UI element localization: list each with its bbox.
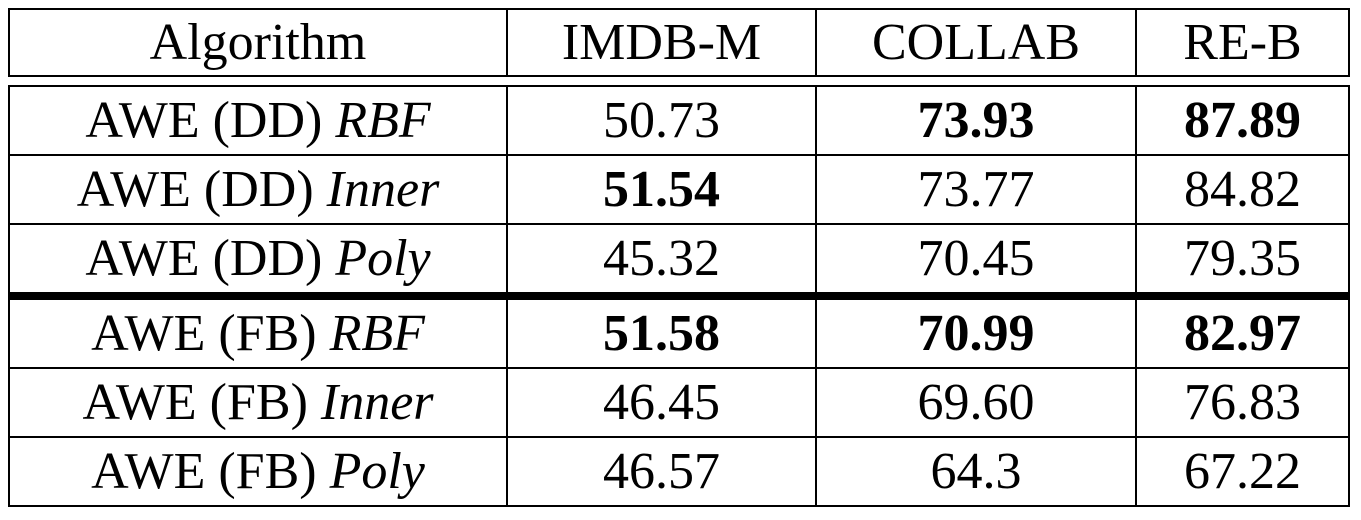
results-table <box>8 8 1350 507</box>
kernel-name: Inner <box>320 373 434 431</box>
algorithm-name: AWE (FB) <box>91 304 330 362</box>
table-row <box>9 296 1349 368</box>
algorithm-name: AWE (DD) <box>76 160 327 218</box>
imdb-m-value: 51.58 <box>507 296 816 368</box>
algorithm-cell <box>9 155 507 224</box>
header-gap <box>9 76 1349 86</box>
algorithm-cell <box>9 224 507 296</box>
re-b-value: 84.82 <box>1136 155 1349 224</box>
imdb-m-value: 51.54 <box>507 155 816 224</box>
table-row <box>9 155 1349 224</box>
table-row <box>9 368 1349 437</box>
kernel-name: Poly <box>335 229 431 287</box>
kernel-name: Inner <box>326 160 440 218</box>
re-b-value: 76.83 <box>1136 368 1349 437</box>
header-collab: COLLAB <box>816 9 1136 76</box>
algorithm-name: AWE (DD) <box>85 229 336 287</box>
algorithm-cell <box>9 296 507 368</box>
imdb-m-value: 45.32 <box>507 224 816 296</box>
table-row <box>9 437 1349 506</box>
algorithm-name: AWE (FB) <box>91 442 330 500</box>
collab-value: 70.99 <box>816 296 1136 368</box>
kernel-name: RBF <box>329 304 425 362</box>
collab-value: 69.60 <box>816 368 1136 437</box>
algorithm-name: AWE (DD) <box>85 91 336 149</box>
imdb-m-value: 50.73 <box>507 86 816 155</box>
algorithm-cell <box>9 368 507 437</box>
table-row <box>9 224 1349 296</box>
imdb-m-value: 46.57 <box>507 437 816 506</box>
algorithm-cell <box>9 86 507 155</box>
algorithm-name: AWE (FB) <box>82 373 321 431</box>
kernel-name: Poly <box>329 442 425 500</box>
results-table-container <box>8 8 1348 512</box>
header-imdb-m: IMDB-M <box>507 9 816 76</box>
re-b-value: 67.22 <box>1136 437 1349 506</box>
re-b-value: 79.35 <box>1136 224 1349 296</box>
algorithm-cell <box>9 437 507 506</box>
re-b-value: 82.97 <box>1136 296 1349 368</box>
header-row <box>9 9 1349 76</box>
collab-value: 64.3 <box>816 437 1136 506</box>
collab-value: 70.45 <box>816 224 1136 296</box>
collab-value: 73.93 <box>816 86 1136 155</box>
header-algorithm: Algorithm <box>9 9 507 76</box>
imdb-m-value: 46.45 <box>507 368 816 437</box>
re-b-value: 87.89 <box>1136 86 1349 155</box>
header-re-b: RE-B <box>1136 9 1349 76</box>
table-row <box>9 86 1349 155</box>
kernel-name: RBF <box>335 91 431 149</box>
collab-value: 73.77 <box>816 155 1136 224</box>
